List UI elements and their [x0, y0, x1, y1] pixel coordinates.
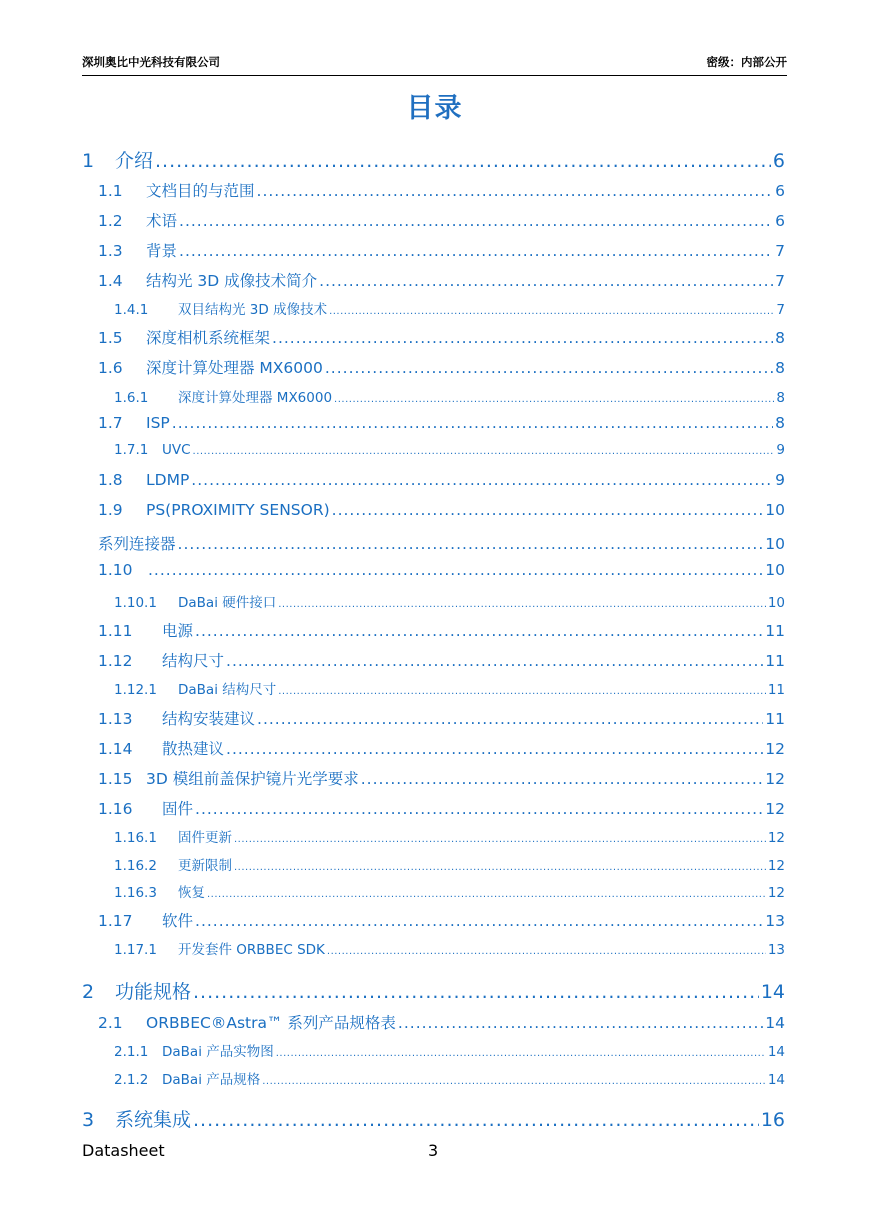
toc-dot-leader: [257, 182, 774, 200]
toc-dot-leader: [276, 1048, 766, 1059]
company-name: 深圳奥比中光科技有限公司: [82, 55, 220, 69]
toc-entry-page: 11: [765, 652, 785, 670]
toc-dot-leader: [234, 834, 766, 845]
toc-dot-leader: [207, 889, 766, 900]
toc-entry-title: 结构尺寸: [162, 652, 225, 670]
toc-entry[interactable]: [114, 386, 785, 406]
toc-entry[interactable]: [82, 1105, 785, 1132]
toc-entry[interactable]: [98, 737, 785, 759]
toc-entry[interactable]: [114, 854, 785, 874]
toc-dot-leader: [332, 501, 764, 519]
toc-entry[interactable]: [98, 356, 785, 378]
toc-entry-page: 13: [767, 942, 785, 958]
toc-entry-title: 深度计算处理器 MX6000: [146, 359, 323, 377]
toc-entry[interactable]: [82, 977, 785, 1004]
toc-entry-page: 12: [767, 830, 785, 846]
toc-entry-title: DaBai 硬件接口: [178, 595, 277, 611]
toc-entry-page: 12: [765, 770, 785, 788]
toc-entry[interactable]: [98, 269, 785, 291]
toc-entry-title: 更新限制: [178, 858, 232, 874]
toc-entry-page: 8: [775, 359, 785, 377]
toc-dot-leader: [234, 862, 766, 873]
toc-dot-leader: [334, 394, 774, 405]
toc-entry-number: 1.9: [98, 501, 123, 519]
toc-entry-title: 功能规格: [115, 981, 192, 1003]
toc-entry-title: 软件: [162, 912, 194, 930]
toc-dot-leader: [398, 1014, 763, 1032]
page-number: 3: [428, 1141, 439, 1160]
toc-entry-title: ISP: [146, 414, 170, 432]
toc-entry-number: 1.2: [98, 212, 123, 230]
toc-entry-page: 6: [775, 182, 785, 200]
toc-entry-title: 介绍: [115, 150, 154, 172]
toc-dot-leader: [193, 446, 775, 457]
toc-entry-title: 散热建议: [162, 740, 225, 758]
toc-entry-title: PS(PROXIMITY SENSOR): [146, 501, 330, 519]
toc-entry-title: 结构安装建议: [162, 710, 256, 728]
toc-entry-number: 1.5: [98, 329, 123, 347]
toc-entry-title: 深度相机系统框架: [146, 329, 271, 347]
toc-entry[interactable]: [98, 532, 785, 554]
toc-entry-title: 电源: [162, 622, 194, 640]
toc-dot-leader: [148, 561, 763, 579]
toc-entry[interactable]: [98, 561, 785, 579]
toc-entry-page: 8: [775, 414, 785, 432]
toc-entry-title: 恢复: [178, 885, 205, 901]
toc-entry[interactable]: [114, 442, 785, 458]
toc-entry-title: 文档目的与范围: [146, 182, 255, 200]
toc-entry-title: 深度计算处理器 MX6000: [178, 390, 333, 406]
toc-dot-leader: [325, 359, 773, 377]
toc-entry[interactable]: [114, 1040, 785, 1060]
toc-entry-page: 6: [772, 150, 785, 172]
toc-entry-title: 结构光 3D 成像技术简介: [146, 272, 318, 290]
page-title: 目录: [406, 93, 463, 124]
toc-entry-number: 1.7: [98, 414, 123, 432]
toc-dot-leader: [278, 686, 766, 697]
toc-dot-leader: [272, 329, 773, 347]
toc-entry-page: 7: [776, 302, 785, 318]
toc-entry-title: DaBai 产品实物图: [162, 1044, 274, 1060]
toc-entry[interactable]: [114, 826, 785, 846]
toc-dot-leader: [327, 946, 766, 957]
toc-entry-number: 1.14: [98, 740, 133, 758]
toc-entry-number: 1.16.1: [114, 830, 157, 846]
toc-entry[interactable]: [114, 938, 785, 958]
toc-entry-title: 固件更新: [178, 830, 232, 846]
toc-entry-title: 3D 模组前盖保护镜片光学要求: [146, 770, 359, 788]
toc-entry-page: 11: [767, 682, 785, 698]
classification-label: 密级：内部公开: [706, 55, 787, 69]
toc-entry-page: 14: [767, 1072, 785, 1088]
toc-entry-page: 10: [765, 501, 785, 519]
toc-entry-title: LDMP: [146, 471, 190, 489]
toc-entry[interactable]: [98, 649, 785, 671]
toc-entry-page: 12: [765, 740, 785, 758]
toc-entry-number: 1.12.1: [114, 682, 157, 698]
toc-dot-leader: [319, 272, 773, 290]
toc-dot-leader: [262, 1076, 766, 1087]
toc-entry-page: 9: [776, 442, 785, 458]
toc-entry-number: 1: [82, 150, 95, 172]
toc-entry-page: 12: [767, 885, 785, 901]
toc-entry-number: 1.6: [98, 359, 123, 377]
toc-dot-leader: [193, 981, 759, 1003]
toc-entry-page: 7: [775, 272, 785, 290]
toc-dot-leader: [278, 599, 766, 610]
toc-entry-number: 1.7.1: [114, 442, 149, 458]
toc-entry[interactable]: [98, 767, 785, 789]
toc-dot-leader: [226, 652, 763, 670]
toc-dot-leader: [257, 710, 763, 728]
toc-entry[interactable]: [98, 471, 785, 489]
toc-dot-leader: [172, 414, 773, 432]
toc-entry-page: 10: [765, 561, 785, 579]
toc-entry-page: 9: [775, 471, 785, 489]
toc-entry-title: DaBai 产品规格: [162, 1072, 261, 1088]
toc-entry-page: 12: [767, 858, 785, 874]
toc-entry[interactable]: [98, 239, 785, 261]
toc-entry[interactable]: [114, 1068, 785, 1088]
toc-entry-page: 7: [775, 242, 785, 260]
toc-entry-number: 1.16: [98, 800, 133, 818]
toc-entry[interactable]: [98, 707, 785, 729]
toc-entry-page: 6: [775, 212, 785, 230]
toc-entry[interactable]: [98, 1011, 785, 1033]
toc-entry-title: 系列连接器: [98, 535, 176, 553]
toc-entry-page: 11: [765, 622, 785, 640]
toc-entry-page: 12: [765, 800, 785, 818]
toc-entry-number: 2.1: [98, 1014, 123, 1032]
toc-entry-number: 1.10.1: [114, 595, 157, 611]
page-header: [82, 54, 787, 74]
toc-entry-number: 1.13: [98, 710, 133, 728]
toc-entry-number: 1.16.2: [114, 858, 157, 874]
toc-entry[interactable]: [98, 501, 785, 519]
toc-entry-number: 1.3: [98, 242, 123, 260]
toc-entry[interactable]: [98, 209, 785, 231]
toc-entry-number: 1.4: [98, 272, 123, 290]
toc-entry-number: 1.8: [98, 471, 123, 489]
toc-entry-number: 2.1.1: [114, 1044, 149, 1060]
toc-entry-page: 13: [765, 912, 785, 930]
toc-entry[interactable]: [114, 298, 785, 318]
toc-entry-page: 8: [775, 329, 785, 347]
toc-dot-leader: [361, 770, 764, 788]
toc-entry-number: 1.6.1: [114, 390, 149, 406]
toc-dot-leader: [179, 242, 773, 260]
toc-entry-title: 背景: [146, 242, 178, 260]
toc-dot-leader: [178, 535, 764, 553]
toc-entry-number: 1.10: [98, 561, 133, 579]
toc-dot-leader: [155, 150, 771, 172]
toc-entry-number: 1.4.1: [114, 302, 149, 318]
toc-entry-title: 开发套件 ORBBEC SDK: [178, 942, 325, 958]
toc-entry-page: 14: [760, 981, 785, 1003]
toc-entry-page: 10: [765, 535, 785, 553]
toc-entry-title: 系统集成: [115, 1109, 192, 1131]
toc-entry-title: 双目结构光 3D 成像技术: [178, 302, 328, 318]
toc-dot-leader: [193, 1109, 759, 1131]
toc-entry[interactable]: [98, 619, 785, 641]
toc-entry-title: 固件: [162, 800, 194, 818]
toc-entry[interactable]: [98, 909, 785, 931]
toc-entry-title: DaBai 结构尺寸: [178, 682, 277, 698]
toc-entry-page: 16: [760, 1109, 785, 1131]
toc-entry-page: 10: [767, 595, 785, 611]
toc-entry-page: 14: [765, 1014, 785, 1032]
toc-dot-leader: [191, 471, 773, 489]
toc-entry-number: 1.11: [98, 622, 133, 640]
toc-entry-number: 1.17: [98, 912, 133, 930]
toc-entry[interactable]: [114, 881, 785, 901]
toc-entry[interactable]: [98, 326, 785, 348]
toc-dot-leader: [195, 622, 763, 640]
toc-entry[interactable]: [114, 591, 785, 611]
footer-label: Datasheet: [82, 1141, 165, 1160]
toc-dot-leader: [195, 912, 763, 930]
toc-entry[interactable]: [98, 179, 785, 201]
toc-entry-number: 1.15: [98, 770, 133, 788]
toc-dot-leader: [179, 212, 773, 230]
toc-entry-title: ORBBEC®Astra™ 系列产品规格表: [146, 1014, 396, 1032]
header-divider: [82, 75, 787, 76]
toc-entry[interactable]: [114, 678, 785, 698]
toc-entry-title: 术语: [146, 212, 178, 230]
toc-entry[interactable]: [98, 414, 785, 432]
toc-dot-leader: [329, 306, 774, 317]
toc-entry-title: UVC: [162, 442, 191, 458]
toc-entry-number: 1.16.3: [114, 885, 157, 901]
toc-entry-number: 1.1: [98, 182, 123, 200]
toc-entry-number: 3: [82, 1109, 95, 1131]
toc-entry[interactable]: [82, 146, 785, 173]
toc-entry-number: 2: [82, 981, 95, 1003]
toc-entry-number: 1.17.1: [114, 942, 157, 958]
toc-entry-page: 8: [776, 390, 785, 406]
toc-entry[interactable]: [98, 797, 785, 819]
toc-dot-leader: [226, 740, 763, 758]
toc-entry-number: 1.12: [98, 652, 133, 670]
toc-entry-page: 14: [767, 1044, 785, 1060]
toc-dot-leader: [195, 800, 763, 818]
toc-entry-number: 2.1.2: [114, 1072, 149, 1088]
toc-entry-page: 11: [765, 710, 785, 728]
